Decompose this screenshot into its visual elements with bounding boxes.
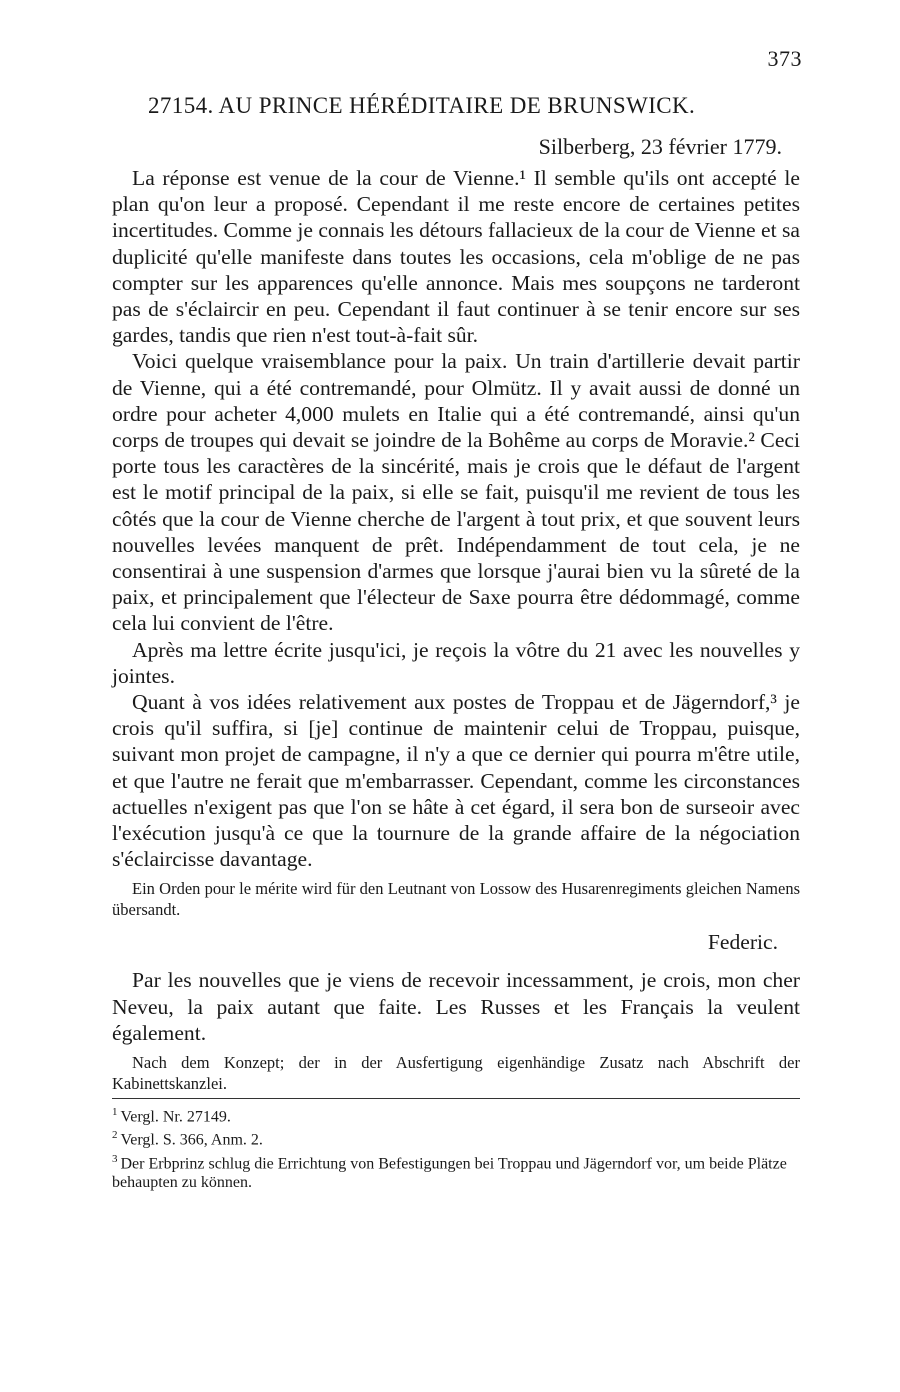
signature: Federic. xyxy=(707,930,778,955)
footnote-2 xyxy=(112,1126,800,1149)
footnote-divider xyxy=(112,1098,800,1099)
postscript: Par les nouvelles que je viens de recevoir incessamment, je crois, mon cher Neveu, la paix autant que faite. Les Russes et les Français la veulent également. xyxy=(112,968,800,1045)
footnote-1 xyxy=(112,1103,800,1126)
editorial-note-konzept: Nach dem Konzept; der in der Ausfertigung eigenhändige Zusatz nach Abschrift der Kabinettskanzlei. xyxy=(112,1053,800,1094)
footnote-3 xyxy=(112,1150,800,1192)
paragraph-4: Quant à vos idées relativement aux postes de Troppau et de Jägerndorf,³ je crois qu'il suffira, si [je] continue de maintenir celui de Troppau, puisque, suivant mon projet de campagne, il n'y a que ce dernier qui pourra m'être utile, et que l'autre ne ferait que m'embarrasser. Cependant, comme les circonstances actuelles n'exigent pas que l'on se hâte à cet égard, il sera bon de surseoir avec l'exécution jusqu'à ce que la tournure de la grande affaire de la négociation s'éclaircisse davantage. xyxy=(112,690,800,872)
paragraph-2: Voici quelque vraisemblance pour la paix. Un train d'artillerie devait partir de Vienne, qui a été contremandé, pour Olmütz. Il y avait aussi de donné un ordre pour acheter 4,000 mulets en Italie qui a été contremandé, ainsi qu'un corps de troupes qui devait se joindre de la Bohême au corps de Moravie.² Ceci porte tous les caractères de la sincérité, mais je crois que le défaut de l'argent est le motif principal de la paix, si elle se fait, puisqu'il me revient de tous les côtés que la cour de Vienne cherche de l'argent à tout prix, et que souvent leurs nouvelles levées manquent de prêt. Indépendamment de tout cela, je ne consentirai à une suspension d'armes que lorsque j'aurai bien vu la sûreté de la paix, et principalement que l'électeur de Saxe pourra être dédommagé, comme cela lui convient de l'être. xyxy=(112,349,800,636)
letter-heading: 27154. AU PRINCE HÉRÉDITAIRE DE BRUNSWICK. xyxy=(148,93,696,118)
page-number: 373 xyxy=(767,46,802,71)
dateline: Silberberg, 23 février 1779. xyxy=(538,134,782,159)
editorial-note-orden: Ein Orden pour le mérite wird für den Leutnant von Lossow des Husarenregiments gleichen Namens übersandt. xyxy=(112,879,800,920)
letter-body xyxy=(112,165,800,1192)
footnote-text: Der Erbprinz schlug die Errichtung von Befestigungen bei Troppau und Jägerndorf vor, um beide Plätze behaupten zu können. xyxy=(112,1155,787,1192)
footnote-text: Vergl. Nr. 27149. xyxy=(120,1108,231,1126)
footnotes xyxy=(112,1103,800,1192)
footnote-mark: 3 xyxy=(112,1152,118,1165)
paragraph-1: La réponse est venue de la cour de Vienne.¹ Il semble qu'ils ont accepté le plan qu'on leur a proposé. Cependant il me reste encore de certaines petites incertitudes. Comme je connais les détours fallacieux de la cour de Vienne et sa duplicité qu'elle manifeste dans toutes les occasions, cela m'oblige de ne pas compter sur les apparences qu'elle annonce. Mais mes soupçons ne tarderont pas de s'éclaircir en peu. Cependant il faut continuer à se tenir encore sur ses gardes, tandis que rien n'est tout-à-fait sûr. xyxy=(112,166,800,348)
footnote-mark: 2 xyxy=(112,1129,118,1142)
footnote-mark: 1 xyxy=(112,1106,118,1119)
footnote-text: Vergl. S. 366, Anm. 2. xyxy=(120,1131,263,1149)
paragraph-3: Après ma lettre écrite jusqu'ici, je reçois la vôtre du 21 avec les nouvelles y jointes. xyxy=(112,637,800,688)
